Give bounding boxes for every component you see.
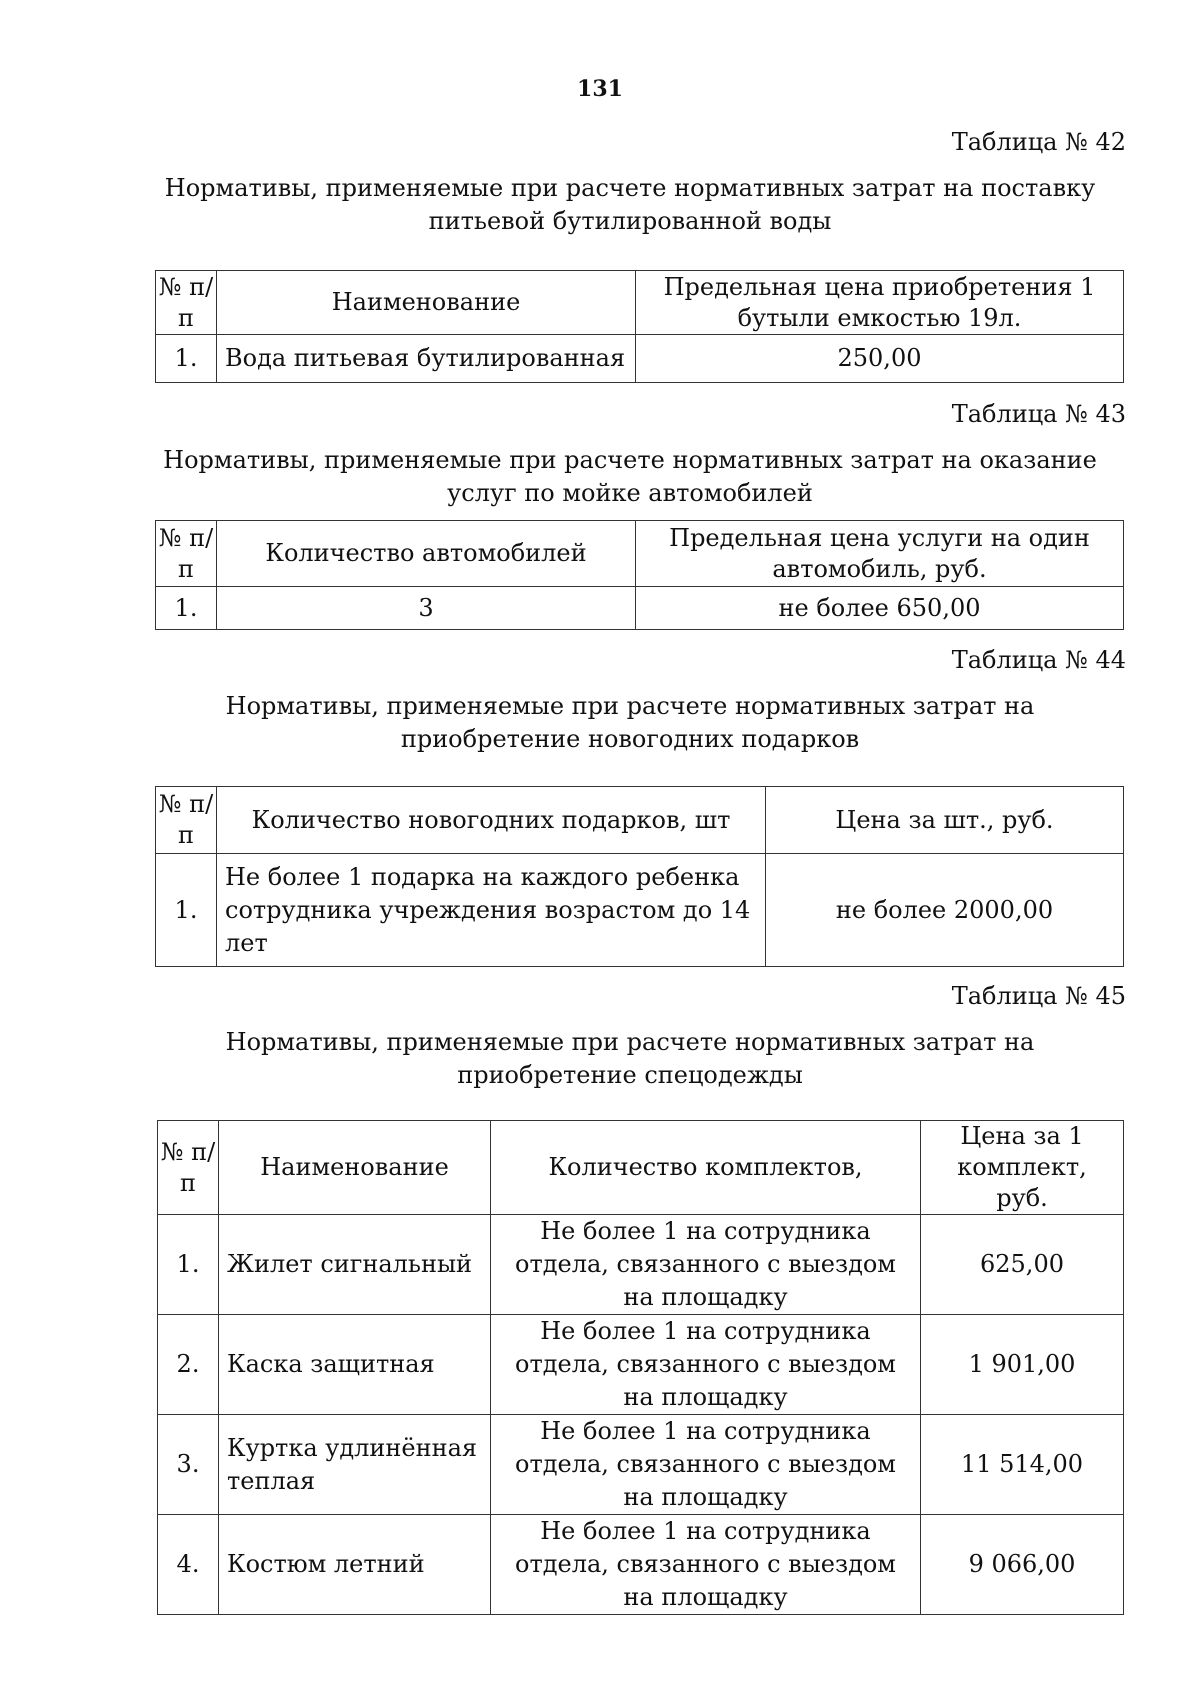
table-cell: Не более 1 на сотрудника отдела, связанного с выездом на площадку: [491, 1415, 921, 1515]
table-cell: 1.: [158, 1215, 219, 1315]
table-cell: 11 514,00: [921, 1415, 1124, 1515]
table-cell: Не более 1 на сотрудника отдела, связанного с выездом на площадку: [491, 1315, 921, 1415]
header-cell: № п/п: [156, 271, 217, 335]
header-cell: Наименование: [217, 271, 636, 335]
page-number: 131: [577, 76, 623, 102]
table-44-title: Нормативы, применяемые при расчете нормативных затрат на приобретение новогодних подарков: [225, 692, 1035, 753]
table-cell: Не более 1 подарка на каждого ребенка сотрудника учреждения возрастом до 14 лет: [217, 854, 766, 967]
table-cell: 1.: [156, 335, 217, 383]
table-cell: 3.: [158, 1415, 219, 1515]
table-cell: 2.: [158, 1315, 219, 1415]
header-cell: Количество автомобилей: [217, 521, 636, 587]
table-header-row: [156, 271, 1124, 335]
table-cell: Куртка удлинённая теплая: [219, 1415, 491, 1515]
table-cell: 625,00: [921, 1215, 1124, 1315]
table-row: [156, 854, 1124, 967]
table-44-label: Таблица № 44: [951, 646, 1126, 674]
table-cell: не более 650,00: [636, 587, 1124, 630]
table-row: [158, 1415, 1124, 1515]
table-cell: 1.: [156, 587, 217, 630]
table-cell: Жилет сигнальный: [219, 1215, 491, 1315]
header-cell: Предельная цена услуги на один автомобиль, руб.: [636, 521, 1124, 587]
table-row: [156, 335, 1124, 383]
table-cell: 3: [217, 587, 636, 630]
table-cell: не более 2000,00: [766, 854, 1124, 967]
table-row: [156, 587, 1124, 630]
header-cell: Цена за шт., руб.: [766, 787, 1124, 854]
header-cell: Наименование: [219, 1121, 491, 1215]
table-cell: 4.: [158, 1515, 219, 1615]
table-header-row: [158, 1121, 1124, 1215]
table-cell: 1.: [156, 854, 217, 967]
table-45-title: Нормативы, применяемые при расчете нормативных затрат на приобретение спецодежды: [225, 1028, 1035, 1089]
header-cell: № п/п: [156, 521, 217, 587]
header-cell: № п/п: [156, 787, 217, 854]
table-header-row: [156, 521, 1124, 587]
header-cell: Количество новогодних подарков, шт: [217, 787, 766, 854]
table-42-title: Нормативы, применяемые при расчете нормативных затрат на поставку питьевой бутилированной воды: [164, 174, 1096, 235]
table-cell: Каска защитная: [219, 1315, 491, 1415]
table-cell: 1 901,00: [921, 1315, 1124, 1415]
table-cell: 9 066,00: [921, 1515, 1124, 1615]
table-42: [155, 270, 1124, 383]
table-42-label: Таблица № 42: [951, 128, 1126, 156]
table-cell: Вода питьевая бутилированная: [217, 335, 636, 383]
table-cell: 250,00: [636, 335, 1124, 383]
table-43-label: Таблица № 43: [951, 400, 1126, 428]
table-43: [155, 520, 1124, 630]
header-cell: Цена за 1 комплект, руб.: [921, 1121, 1124, 1215]
table-header-row: [156, 787, 1124, 854]
table-cell: Не более 1 на сотрудника отдела, связанного с выездом на площадку: [491, 1515, 921, 1615]
table-43-title: Нормативы, применяемые при расчете нормативных затрат на оказание услуг по мойке автомобилей: [163, 446, 1097, 507]
header-cell: Предельная цена приобретения 1 бутыли емкостью 19л.: [636, 271, 1124, 335]
table-44: [155, 786, 1124, 967]
table-cell: Не более 1 на сотрудника отдела, связанного с выездом на площадку: [491, 1215, 921, 1315]
table-row: [158, 1315, 1124, 1415]
header-cell: № п/п: [158, 1121, 219, 1215]
table-45: [157, 1120, 1124, 1615]
table-row: [158, 1215, 1124, 1315]
table-row: [158, 1515, 1124, 1615]
table-45-label: Таблица № 45: [951, 982, 1126, 1010]
table-cell: Костюм летний: [219, 1515, 491, 1615]
header-cell: Количество комплектов,: [491, 1121, 921, 1215]
